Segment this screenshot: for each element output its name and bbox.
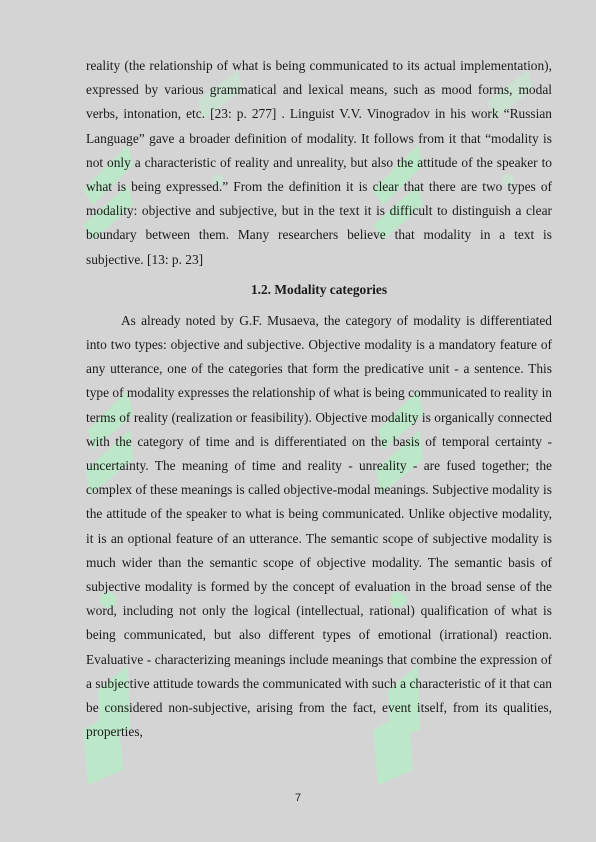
body-paragraph: As already noted by G.F. Musaeva, the category of modality is differentiated into two types: objective and subjective. Objective modality is a mandatory feature of any utterance, one of the categories that form the predicative unit - a sentence. This type of modality expresses the relationship of what is being communicated to reality in terms of reality (realization or feasibility). Objective modality is organically connected with the category of time and is differentiated on the basis of temporal certainty - uncertainty. The meaning of time and reality - unreality - are fused together; the complex of these meanings is called objective-modal meanings. Subjective modality is the attitude of the speaker to what is being communicated. Unlike objective modality, it is an optional feature of an utterance. The semantic scope of subjective modality is much wider than the semantic scope of objective modality. The semantic basis of subjective modality is formed by the concept of evaluation in the broad sense of the word, including not only the logical (intellectual, rational) qualification of what is being communicated, but also different types of emotional (irrational) reaction. Evaluative - characterizing meanings include meanings that combine the expression of a subjective attitude towards the communicated with such a characteristic of it that can be considered non-subjective, arising from the fact, event itself, from its qualities, properties, — [86, 312, 552, 740]
page-number: 7 — [294, 792, 302, 804]
section-heading: 1.2. Modality categories — [250, 281, 388, 297]
body-paragraph: reality (the relationship of what is being communicated to its actual implementation), expressed by various grammatical and lexical means, such as mood forms, modal verbs, intonation, etc. [23: p. 277] . Linguist V.V. Vinogradov in his work “Russian Language” gave a broader definition of modality. It follows from it that “modality is not only a characteristic of reality and unreality, but also the attitude of the speaker to what is being expressed.” From the definition it is clear that there are two types of modality: objective and subjective, but in the text it is difficult to distinguish a clear boundary between them. Many researchers believe that modality in a text is subjective. [13: p. 23] — [86, 58, 552, 267]
document-body — [86, 54, 552, 744]
